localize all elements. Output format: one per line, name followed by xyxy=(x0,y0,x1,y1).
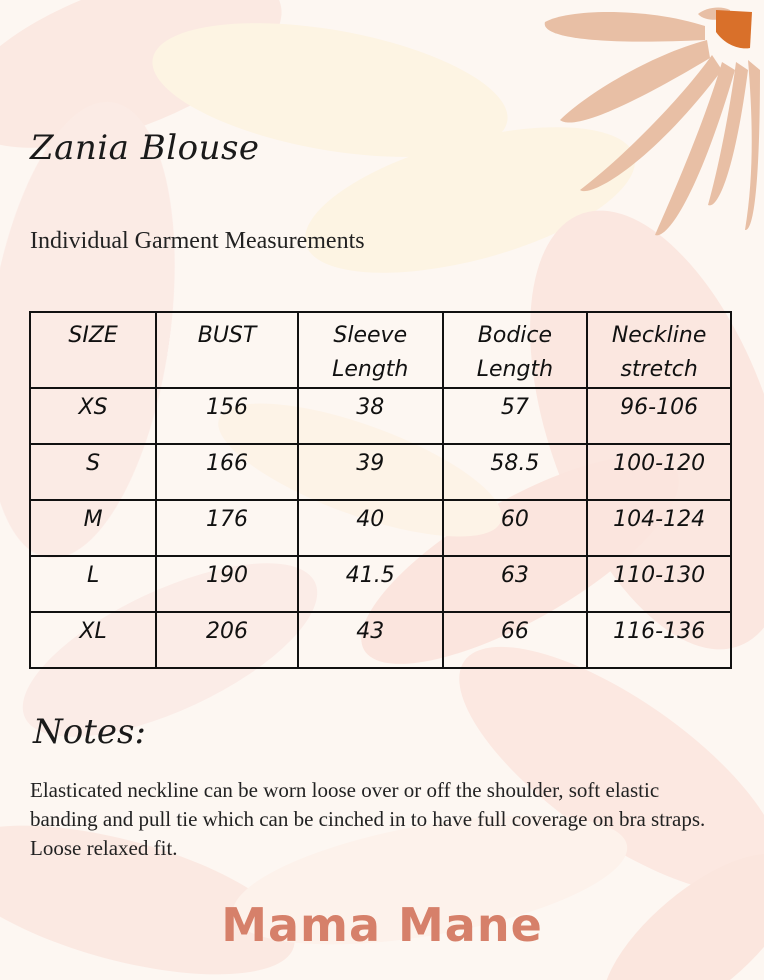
header-sleeve-length: Sleeve Length xyxy=(298,312,443,388)
cell-neckline-stretch: 96-106 xyxy=(587,388,731,444)
table-row xyxy=(30,556,731,612)
cell-sleeve-length: 41.5 xyxy=(298,556,443,612)
cell-neckline-stretch: 104-124 xyxy=(587,500,731,556)
cell-size: S xyxy=(30,444,156,500)
cell-sleeve-length: 39 xyxy=(298,444,443,500)
page-title: Zania Blouse xyxy=(30,128,260,168)
cell-bust: 206 xyxy=(156,612,298,668)
cell-neckline-stretch: 116-136 xyxy=(587,612,731,668)
cell-sleeve-length: 40 xyxy=(298,500,443,556)
measurements-table xyxy=(29,311,732,669)
header-bust: BUST xyxy=(156,312,298,388)
table-row xyxy=(30,388,731,444)
cell-sleeve-length: 43 xyxy=(298,612,443,668)
cell-bodice-length: 57 xyxy=(443,388,588,444)
cell-bust: 190 xyxy=(156,556,298,612)
cell-bust: 156 xyxy=(156,388,298,444)
notes-heading: Notes: xyxy=(33,712,146,752)
cell-bodice-length: 58.5 xyxy=(443,444,588,500)
cell-size: XS xyxy=(30,388,156,444)
cell-bodice-length: 60 xyxy=(443,500,588,556)
notes-text: Elasticated neckline can be worn loose over or off the shoulder, soft elastic banding and pull tie which can be cinched in to have full coverage on bra straps. Loose relaxed fit. xyxy=(30,778,706,860)
table-header-row xyxy=(30,312,731,388)
cell-bust: 166 xyxy=(156,444,298,500)
cell-sleeve-length: 38 xyxy=(298,388,443,444)
header-size: SIZE xyxy=(30,312,156,388)
page-subtitle: Individual Garment Measurements xyxy=(30,228,365,254)
cell-bust: 176 xyxy=(156,500,298,556)
table-row xyxy=(30,444,731,500)
flower-center xyxy=(716,10,752,48)
cell-size: L xyxy=(30,556,156,612)
cell-neckline-stretch: 110-130 xyxy=(587,556,731,612)
cell-bodice-length: 63 xyxy=(443,556,588,612)
brand-logo: Mama Mane xyxy=(221,898,543,952)
cell-size: XL xyxy=(30,612,156,668)
cell-bodice-length: 66 xyxy=(443,612,588,668)
table-row xyxy=(30,500,731,556)
cell-neckline-stretch: 100-120 xyxy=(587,444,731,500)
cell-size: M xyxy=(30,500,156,556)
header-neckline-stretch: Neckline stretch xyxy=(587,312,731,388)
table-row xyxy=(30,612,731,668)
header-bodice-length: Bodice Length xyxy=(443,312,588,388)
